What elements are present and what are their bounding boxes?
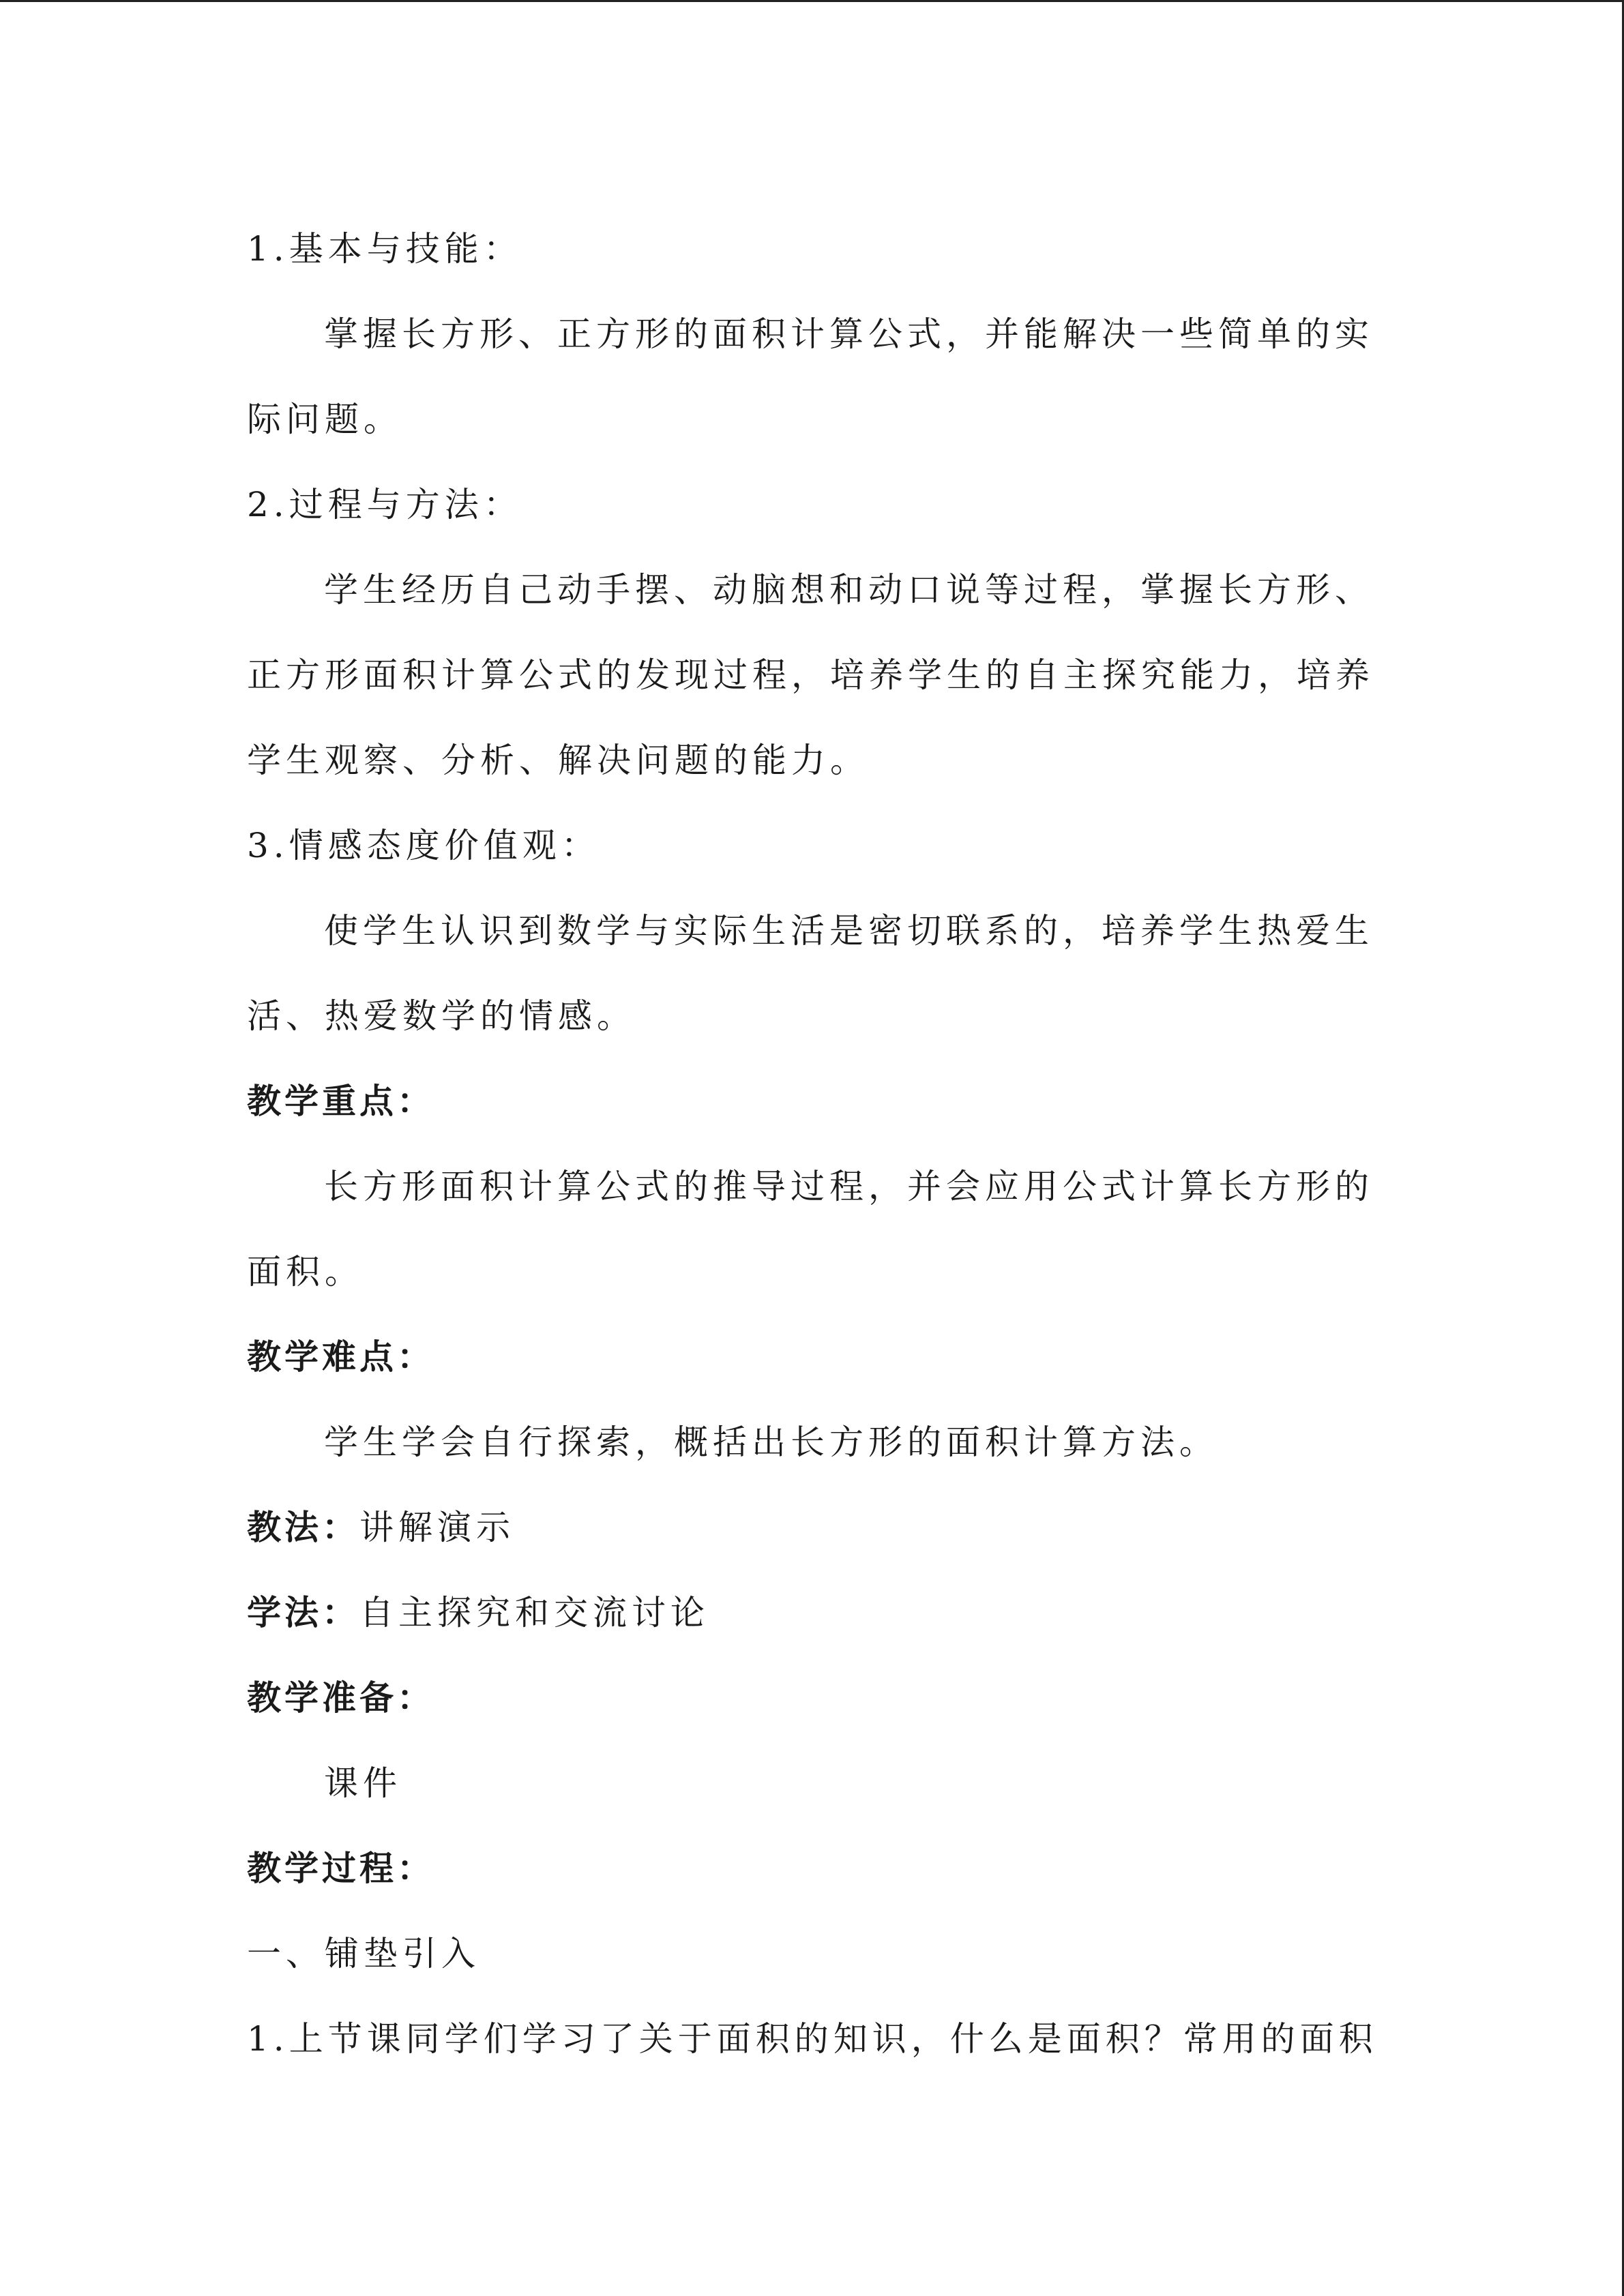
section-heading-attitude: 3.情感态度价值观： (247, 826, 600, 865)
paragraph-line: 长方形面积计算公式的推导过程，并会应用公式计算长方形的 (324, 1167, 1374, 1206)
paragraph-line: 掌握长方形、正方形的面积计算公式，并能解决一些简单的实 (324, 314, 1374, 354)
paragraph-line: 面积。 (247, 1252, 364, 1292)
paragraph-line: 使学生认识到数学与实际生活是密切联系的，培养学生热爱生 (324, 911, 1374, 951)
paragraph-line: 正方形面积计算公式的发现过程，培养学生的自主探究能力，培养 (247, 655, 1374, 695)
section-heading-basics: 1.基本与技能： (247, 229, 522, 269)
paragraph-line: 活、热爱数学的情感。 (247, 996, 636, 1036)
learning-method-line (247, 1570, 1365, 1656)
paragraph-line: 学生观察、分析、解决问题的能力。 (247, 741, 869, 780)
learning-method-value: 自主探究和交流讨论 (359, 1593, 709, 1632)
paragraph-line: 际问题。 (247, 400, 402, 439)
paragraph-line: 1.上节课同学们学习了关于面积的知识，什么是面积？常用的面积 (247, 2019, 1378, 2059)
teaching-method-label: 教法： (247, 1508, 359, 1547)
paragraph-line: 课件 (324, 1763, 402, 1803)
teaching-difficulty-heading: 教学难点： (247, 1337, 434, 1377)
teaching-method-line (247, 1485, 1365, 1570)
teaching-process-heading: 教学过程： (247, 1849, 434, 1888)
document-body (247, 207, 1378, 2082)
teaching-method-value: 讲解演示 (359, 1508, 515, 1547)
section-heading-process: 2.过程与方法： (247, 485, 522, 524)
learning-method-label: 学法： (247, 1593, 359, 1632)
paragraph-line: 学生经历自己动手摆、动脑想和动口说等过程，掌握长方形、 (324, 570, 1374, 610)
teaching-key-point-heading: 教学重点： (247, 1082, 434, 1121)
teaching-preparation-heading: 教学准备： (247, 1678, 434, 1718)
subsection-heading: 一、铺垫引入 (247, 1934, 480, 1973)
paragraph-line: 学生学会自行探索，概括出长方形的面积计算方法。 (324, 1422, 1218, 1462)
